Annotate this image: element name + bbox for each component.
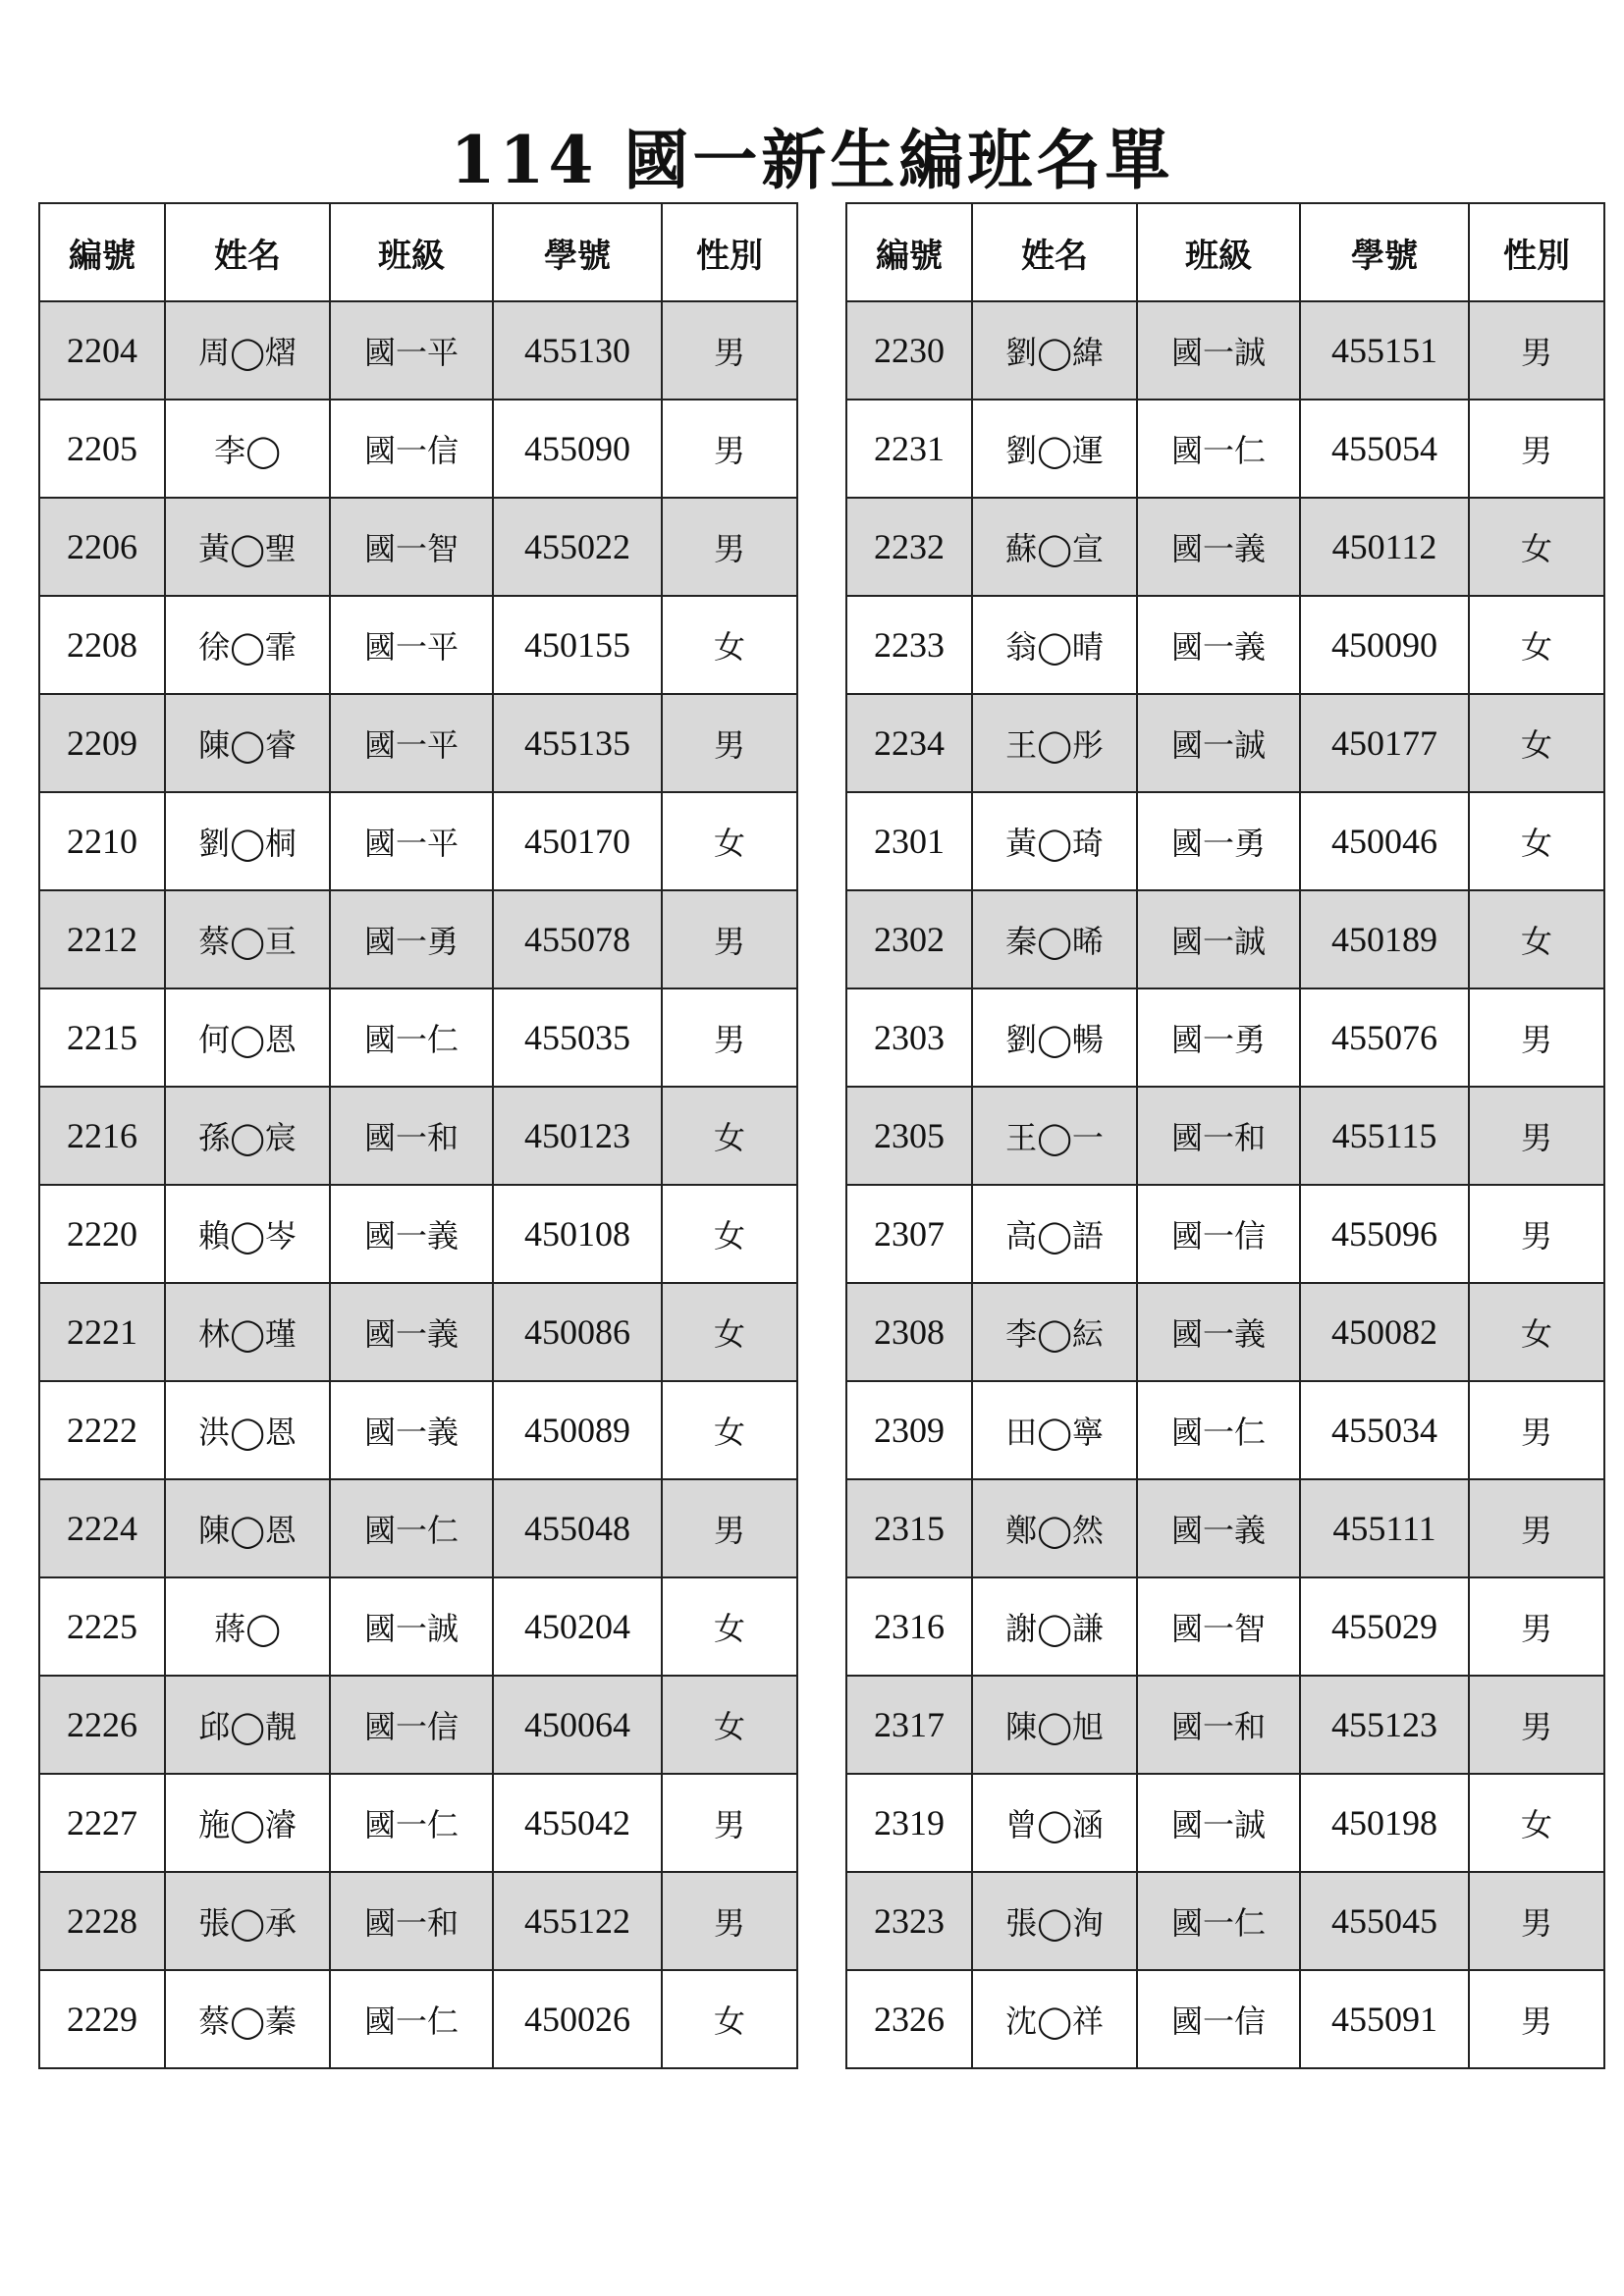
student-id: 450089 <box>493 1381 662 1479</box>
student-id: 450090 <box>1300 596 1469 694</box>
student-class: 國一和 <box>1137 1676 1300 1774</box>
roster-body-right <box>846 301 1604 2068</box>
student-name: 李◯紜 <box>972 1283 1137 1381</box>
header-class: 班級 <box>330 203 493 301</box>
table-row <box>846 1970 1604 2068</box>
table-row <box>39 1185 797 1283</box>
student-class: 國一和 <box>330 1872 493 1970</box>
student-name: 徐◯霏 <box>165 596 330 694</box>
student-gender: 女 <box>662 1381 797 1479</box>
student-gender: 女 <box>1469 1283 1604 1381</box>
student-id: 450123 <box>493 1087 662 1185</box>
student-name: 蘇◯宣 <box>972 498 1137 596</box>
student-gender: 女 <box>1469 596 1604 694</box>
table-row <box>39 1283 797 1381</box>
student-name: 林◯瑾 <box>165 1283 330 1381</box>
student-number: 2227 <box>39 1774 165 1872</box>
student-gender: 男 <box>1469 1185 1604 1283</box>
student-id: 450064 <box>493 1676 662 1774</box>
student-number: 2315 <box>846 1479 972 1577</box>
student-number: 2303 <box>846 988 972 1087</box>
student-class: 國一誠 <box>1137 694 1300 792</box>
student-class: 國一平 <box>330 301 493 400</box>
student-number: 2205 <box>39 400 165 498</box>
roster-table-right <box>845 202 1605 2069</box>
student-name: 施◯濬 <box>165 1774 330 1872</box>
student-id: 455096 <box>1300 1185 1469 1283</box>
student-gender: 男 <box>662 694 797 792</box>
student-number: 2209 <box>39 694 165 792</box>
table-row <box>846 1479 1604 1577</box>
table-row <box>846 1087 1604 1185</box>
student-number: 2316 <box>846 1577 972 1676</box>
student-number: 2226 <box>39 1676 165 1774</box>
student-number: 2229 <box>39 1970 165 2068</box>
header-number: 編號 <box>846 203 972 301</box>
student-class: 國一和 <box>330 1087 493 1185</box>
student-number: 2234 <box>846 694 972 792</box>
table-row <box>39 792 797 890</box>
student-number: 2210 <box>39 792 165 890</box>
student-name: 鄭◯然 <box>972 1479 1137 1577</box>
header-gender: 性別 <box>1469 203 1604 301</box>
student-name: 洪◯恩 <box>165 1381 330 1479</box>
student-number: 2307 <box>846 1185 972 1283</box>
student-number: 2317 <box>846 1676 972 1774</box>
student-number: 2308 <box>846 1283 972 1381</box>
student-class: 國一平 <box>330 596 493 694</box>
student-name: 邱◯靚 <box>165 1676 330 1774</box>
student-id: 450082 <box>1300 1283 1469 1381</box>
student-name: 沈◯祥 <box>972 1970 1137 2068</box>
student-id: 455029 <box>1300 1577 1469 1676</box>
student-class: 國一義 <box>1137 1479 1300 1577</box>
table-row <box>39 694 797 792</box>
table-row <box>39 1872 797 1970</box>
student-id: 450046 <box>1300 792 1469 890</box>
table-row <box>846 1676 1604 1774</box>
table-row <box>39 400 797 498</box>
table-row <box>846 694 1604 792</box>
table-row <box>39 1774 797 1872</box>
student-name: 何◯恩 <box>165 988 330 1087</box>
student-name: 劉◯桐 <box>165 792 330 890</box>
student-gender: 女 <box>1469 890 1604 988</box>
student-id: 450204 <box>493 1577 662 1676</box>
student-gender: 女 <box>662 1185 797 1283</box>
student-number: 2232 <box>846 498 972 596</box>
student-number: 2225 <box>39 1577 165 1676</box>
student-id: 450189 <box>1300 890 1469 988</box>
student-name: 李◯ <box>165 400 330 498</box>
student-class: 國一誠 <box>1137 301 1300 400</box>
student-number: 2305 <box>846 1087 972 1185</box>
student-name: 蔡◯蓁 <box>165 1970 330 2068</box>
student-name: 周◯熠 <box>165 301 330 400</box>
student-number: 2206 <box>39 498 165 596</box>
student-class: 國一誠 <box>330 1577 493 1676</box>
student-name: 王◯彤 <box>972 694 1137 792</box>
student-id: 455045 <box>1300 1872 1469 1970</box>
student-id: 450086 <box>493 1283 662 1381</box>
student-gender: 男 <box>1469 1970 1604 2068</box>
student-id: 455111 <box>1300 1479 1469 1577</box>
student-gender: 男 <box>1469 1872 1604 1970</box>
header-student-id: 學號 <box>1300 203 1469 301</box>
table-row <box>39 988 797 1087</box>
table-row <box>39 890 797 988</box>
student-number: 2326 <box>846 1970 972 2068</box>
student-gender: 男 <box>662 498 797 596</box>
student-gender: 女 <box>1469 498 1604 596</box>
student-number: 2212 <box>39 890 165 988</box>
header-row <box>39 203 797 301</box>
student-id: 455123 <box>1300 1676 1469 1774</box>
student-id: 455130 <box>493 301 662 400</box>
student-name: 劉◯緯 <box>972 301 1137 400</box>
header-name: 姓名 <box>972 203 1137 301</box>
student-id: 450112 <box>1300 498 1469 596</box>
student-id: 455115 <box>1300 1087 1469 1185</box>
student-class: 國一義 <box>1137 498 1300 596</box>
student-class: 國一平 <box>330 694 493 792</box>
student-class: 國一和 <box>1137 1087 1300 1185</box>
student-id: 455122 <box>493 1872 662 1970</box>
student-gender: 男 <box>1469 1381 1604 1479</box>
student-class: 國一仁 <box>330 1774 493 1872</box>
student-number: 2302 <box>846 890 972 988</box>
student-number: 2233 <box>846 596 972 694</box>
table-row <box>846 1577 1604 1676</box>
student-class: 國一平 <box>330 792 493 890</box>
student-name: 張◯洵 <box>972 1872 1137 1970</box>
header-gender: 性別 <box>662 203 797 301</box>
table-row <box>39 1577 797 1676</box>
header-number: 編號 <box>39 203 165 301</box>
student-name: 陳◯旭 <box>972 1676 1137 1774</box>
student-gender: 男 <box>1469 1087 1604 1185</box>
student-gender: 女 <box>1469 1774 1604 1872</box>
student-id: 450026 <box>493 1970 662 2068</box>
student-id: 455076 <box>1300 988 1469 1087</box>
student-id: 455091 <box>1300 1970 1469 2068</box>
student-name: 黃◯聖 <box>165 498 330 596</box>
table-row <box>39 596 797 694</box>
student-number: 2221 <box>39 1283 165 1381</box>
student-name: 翁◯晴 <box>972 596 1137 694</box>
student-class: 國一義 <box>1137 1283 1300 1381</box>
student-class: 國一信 <box>330 400 493 498</box>
student-name: 張◯承 <box>165 1872 330 1970</box>
student-gender: 男 <box>1469 1577 1604 1676</box>
student-gender: 女 <box>662 596 797 694</box>
roster-body-left <box>39 301 797 2068</box>
table-row <box>39 1381 797 1479</box>
student-gender: 女 <box>662 1970 797 2068</box>
student-class: 國一仁 <box>1137 400 1300 498</box>
student-number: 2309 <box>846 1381 972 1479</box>
table-row <box>846 400 1604 498</box>
table-row <box>846 596 1604 694</box>
student-name: 賴◯岑 <box>165 1185 330 1283</box>
student-gender: 男 <box>1469 400 1604 498</box>
student-gender: 男 <box>1469 1676 1604 1774</box>
student-id: 455042 <box>493 1774 662 1872</box>
student-class: 國一仁 <box>330 1970 493 2068</box>
student-gender: 女 <box>662 1283 797 1381</box>
page-title: 114 國一新生編班名單 <box>450 122 1174 198</box>
student-class: 國一誠 <box>1137 1774 1300 1872</box>
student-gender: 男 <box>662 1774 797 1872</box>
table-row <box>39 1970 797 2068</box>
roster-table-left <box>38 202 798 2069</box>
table-row <box>39 1479 797 1577</box>
student-id: 455048 <box>493 1479 662 1577</box>
student-id: 455022 <box>493 498 662 596</box>
table-row <box>39 1087 797 1185</box>
student-gender: 女 <box>662 792 797 890</box>
student-id: 455034 <box>1300 1381 1469 1479</box>
header-row <box>846 203 1604 301</box>
student-id: 450155 <box>493 596 662 694</box>
student-number: 2222 <box>39 1381 165 1479</box>
student-gender: 女 <box>662 1577 797 1676</box>
student-class: 國一勇 <box>1137 792 1300 890</box>
student-class: 國一智 <box>330 498 493 596</box>
student-name: 孫◯宸 <box>165 1087 330 1185</box>
student-gender: 女 <box>1469 792 1604 890</box>
student-number: 2204 <box>39 301 165 400</box>
table-row <box>846 1185 1604 1283</box>
header-student-id: 學號 <box>493 203 662 301</box>
student-class: 國一仁 <box>1137 1872 1300 1970</box>
header-class: 班級 <box>1137 203 1300 301</box>
table-row <box>846 792 1604 890</box>
student-id: 455151 <box>1300 301 1469 400</box>
student-class: 國一智 <box>1137 1577 1300 1676</box>
student-class: 國一義 <box>330 1185 493 1283</box>
student-name: 陳◯恩 <box>165 1479 330 1577</box>
student-id: 450198 <box>1300 1774 1469 1872</box>
table-row <box>39 301 797 400</box>
student-name: 陳◯睿 <box>165 694 330 792</box>
student-gender: 男 <box>662 400 797 498</box>
student-class: 國一仁 <box>330 988 493 1087</box>
student-class: 國一義 <box>330 1381 493 1479</box>
header-name: 姓名 <box>165 203 330 301</box>
student-class: 國一信 <box>1137 1970 1300 2068</box>
student-gender: 女 <box>662 1087 797 1185</box>
student-gender: 男 <box>662 1872 797 1970</box>
student-class: 國一仁 <box>1137 1381 1300 1479</box>
student-name: 謝◯謙 <box>972 1577 1137 1676</box>
student-gender: 男 <box>662 1479 797 1577</box>
student-name: 蔡◯亘 <box>165 890 330 988</box>
student-id: 450170 <box>493 792 662 890</box>
student-number: 2216 <box>39 1087 165 1185</box>
student-id: 455090 <box>493 400 662 498</box>
student-name: 曾◯涵 <box>972 1774 1137 1872</box>
table-row <box>846 301 1604 400</box>
student-name: 王◯一 <box>972 1087 1137 1185</box>
student-id: 455078 <box>493 890 662 988</box>
table-row <box>39 498 797 596</box>
table-row <box>39 1676 797 1774</box>
table-row <box>846 1283 1604 1381</box>
table-row <box>846 1872 1604 1970</box>
student-name: 秦◯晞 <box>972 890 1137 988</box>
student-name: 蔣◯ <box>165 1577 330 1676</box>
student-name: 高◯語 <box>972 1185 1137 1283</box>
student-number: 2301 <box>846 792 972 890</box>
student-number: 2319 <box>846 1774 972 1872</box>
student-name: 劉◯運 <box>972 400 1137 498</box>
student-gender: 男 <box>1469 988 1604 1087</box>
student-gender: 男 <box>1469 301 1604 400</box>
student-gender: 女 <box>662 1676 797 1774</box>
student-id: 455035 <box>493 988 662 1087</box>
student-class: 國一信 <box>1137 1185 1300 1283</box>
student-id: 455054 <box>1300 400 1469 498</box>
student-number: 2220 <box>39 1185 165 1283</box>
student-class: 國一信 <box>330 1676 493 1774</box>
student-gender: 男 <box>662 890 797 988</box>
student-gender: 男 <box>1469 1479 1604 1577</box>
student-gender: 男 <box>662 301 797 400</box>
student-gender: 女 <box>1469 694 1604 792</box>
student-class: 國一誠 <box>1137 890 1300 988</box>
student-id: 455135 <box>493 694 662 792</box>
student-class: 國一義 <box>1137 596 1300 694</box>
student-id: 450108 <box>493 1185 662 1283</box>
student-id: 450177 <box>1300 694 1469 792</box>
student-name: 田◯寧 <box>972 1381 1137 1479</box>
student-number: 2231 <box>846 400 972 498</box>
table-row <box>846 1774 1604 1872</box>
student-number: 2215 <box>39 988 165 1087</box>
student-number: 2230 <box>846 301 972 400</box>
student-number: 2208 <box>39 596 165 694</box>
student-number: 2323 <box>846 1872 972 1970</box>
student-class: 國一義 <box>330 1283 493 1381</box>
student-number: 2224 <box>39 1479 165 1577</box>
table-row <box>846 988 1604 1087</box>
student-name: 黃◯琦 <box>972 792 1137 890</box>
student-class: 國一勇 <box>330 890 493 988</box>
table-row <box>846 890 1604 988</box>
student-gender: 男 <box>662 988 797 1087</box>
student-number: 2228 <box>39 1872 165 1970</box>
table-row <box>846 498 1604 596</box>
student-class: 國一勇 <box>1137 988 1300 1087</box>
student-name: 劉◯暢 <box>972 988 1137 1087</box>
student-class: 國一仁 <box>330 1479 493 1577</box>
table-row <box>846 1381 1604 1479</box>
